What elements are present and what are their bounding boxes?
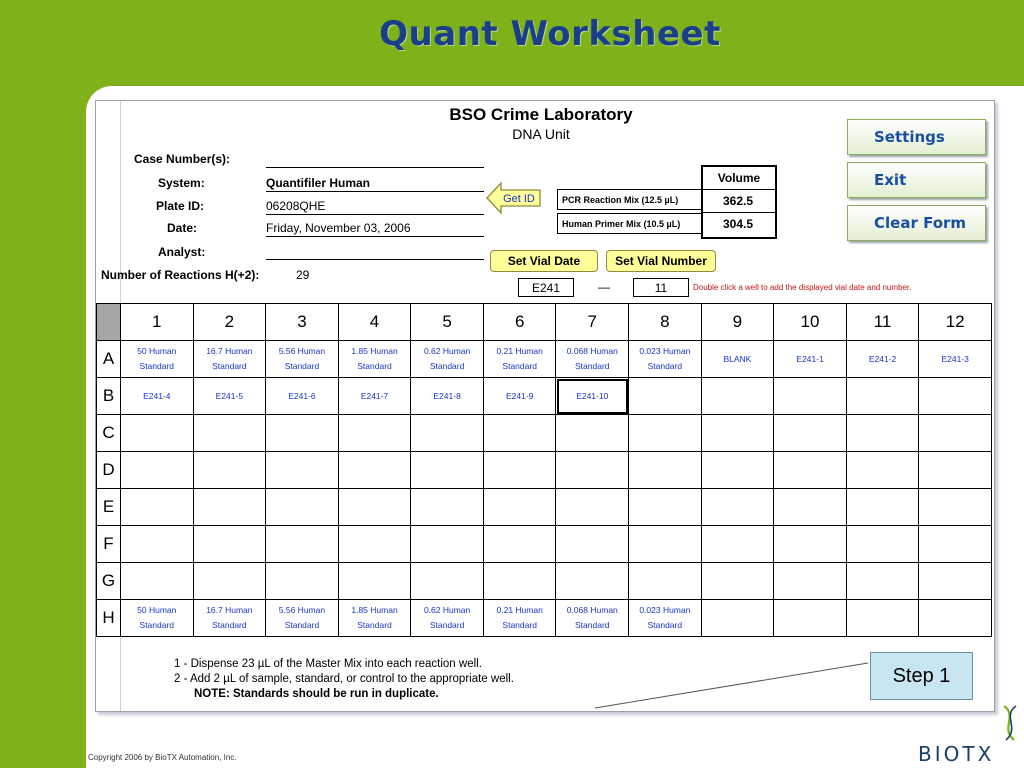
primer-mix-label: Human Primer Mix (10.5 µL) [557, 213, 701, 234]
well-text: Standard [284, 361, 320, 371]
well-text: E241-6 [288, 390, 316, 401]
well-text: E241-1 [796, 353, 824, 364]
unit-name: DNA Unit [512, 126, 570, 142]
well-text: Standard [357, 620, 392, 630]
reactions-label: Number of Reactions H(+2): [101, 268, 260, 282]
well-text: E241-9 [505, 390, 534, 401]
settings-button[interactable]: Settings [847, 119, 986, 155]
plate-id-field[interactable]: 06208QHE [266, 199, 484, 215]
row-label: A [97, 341, 121, 378]
well-text: Standard [502, 620, 537, 630]
well-text: E241-10 [576, 390, 609, 401]
well-text: Standard [575, 361, 610, 371]
well-text: 0.068 Human [566, 346, 618, 356]
step-callout: Step 1 [870, 652, 973, 700]
column-header: 2 [193, 304, 266, 341]
well-text: 1.85 Human [351, 346, 398, 356]
well-text: Standard [429, 361, 465, 371]
column-header: 6 [483, 304, 556, 341]
vial-date-input[interactable]: E241 [518, 278, 574, 297]
brand-logo: BIOTX [918, 742, 995, 766]
column-header: 9 [701, 304, 774, 341]
well-text: BLANK [723, 353, 752, 364]
well-text: 1.85 Human [351, 605, 398, 615]
row-label: B [97, 378, 121, 415]
well-text: E241-5 [215, 390, 244, 401]
set-vial-date-button[interactable]: Set Vial Date [490, 250, 598, 272]
well-text: Standard [139, 361, 175, 371]
column-header: 3 [266, 304, 339, 341]
case-numbers-label: Case Number(s): [134, 152, 231, 166]
well-text: Standard [212, 361, 247, 371]
well-text: 0.21 Human [496, 605, 543, 615]
exit-button[interactable]: Exit [847, 162, 986, 198]
column-header: 7 [556, 304, 629, 341]
well-text: Standard [139, 620, 175, 630]
well-text: 5.56 Human [278, 346, 326, 356]
well-text: 16.7 Human [206, 605, 253, 615]
well-text: 0.62 Human [423, 346, 471, 356]
instruction-note: NOTE: Standards should be run in duplicate. [194, 688, 439, 700]
set-vial-number-button[interactable]: Set Vial Number [606, 250, 716, 272]
well-text: E241-3 [941, 353, 969, 364]
row-label: C [97, 415, 121, 452]
well-text: Standard [429, 620, 465, 630]
vial-separator: — [598, 280, 610, 294]
well-text: Standard [212, 620, 247, 630]
date-field[interactable]: Friday, November 03, 2006 [266, 221, 484, 237]
clear-form-button[interactable]: Clear Form [847, 205, 986, 241]
well-text: 0.023 Human [639, 346, 691, 356]
system-label: System: [158, 176, 205, 190]
well-text: 50 Human [137, 346, 177, 356]
column-header: 10 [774, 304, 847, 341]
well-text: 0.21 Human [496, 346, 543, 356]
column-header: 11 [846, 304, 919, 341]
primer-mix-value: 304.5 [723, 217, 754, 231]
column-header: 8 [629, 304, 702, 341]
well-text: Standard [647, 361, 683, 371]
slide-title: Quant Worksheet [379, 14, 721, 54]
well-text: Standard [284, 620, 320, 630]
column-header: 4 [338, 304, 411, 341]
instruction-step-1: 1 - Dispense 23 µL of the Master Mix into each reaction well. [174, 658, 482, 670]
row-label: H [97, 600, 121, 637]
row-label: D [97, 452, 121, 489]
volume-header: Volume [703, 167, 775, 190]
well-text: E241-2 [868, 353, 897, 364]
column-header: 5 [411, 304, 484, 341]
row-label: G [97, 563, 121, 600]
column-header: 1 [121, 304, 194, 341]
vial-number-input[interactable]: 11 [633, 278, 689, 297]
column-header: 12 [919, 304, 992, 341]
analyst-label: Analyst: [158, 245, 206, 259]
well-text: 50 Human [137, 605, 177, 615]
get-id-label: Get ID [503, 193, 535, 205]
well-text: Standard [357, 361, 392, 371]
well-text: 5.56 Human [278, 605, 326, 615]
well-text: E241-4 [143, 390, 171, 401]
date-label: Date: [167, 221, 198, 235]
well-text: E241-8 [433, 390, 461, 401]
lab-name: BSO Crime Laboratory [449, 105, 633, 124]
well-text: Standard [575, 620, 610, 630]
reactions-value: 29 [296, 268, 310, 282]
system-field[interactable]: Quantifiler Human [266, 176, 484, 192]
well-text: 0.068 Human [566, 605, 618, 615]
dna-helix-logo [996, 704, 1024, 744]
instruction-step-2: 2 - Add 2 µL of sample, standard, or control to the appropriate well. [174, 673, 514, 685]
well-text: 0.62 Human [423, 605, 471, 615]
pcr-mix-label: PCR Reaction Mix (12.5 µL) [557, 189, 701, 210]
copyright: Copyright 2006 by BioTX Automation, Inc. [88, 753, 237, 762]
row-label: F [97, 526, 121, 563]
well-text: Standard [647, 620, 683, 630]
well-text: 0.023 Human [639, 605, 691, 615]
row-label: E [97, 489, 121, 526]
well-text: E241-7 [360, 390, 389, 401]
well-text: Standard [502, 361, 537, 371]
vial-hint: Double click a well to add the displayed vial date and number. [693, 283, 912, 292]
well-text: 16.7 Human [206, 346, 253, 356]
plate-id-label: Plate ID: [156, 199, 205, 213]
pcr-mix-value: 362.5 [703, 190, 775, 213]
